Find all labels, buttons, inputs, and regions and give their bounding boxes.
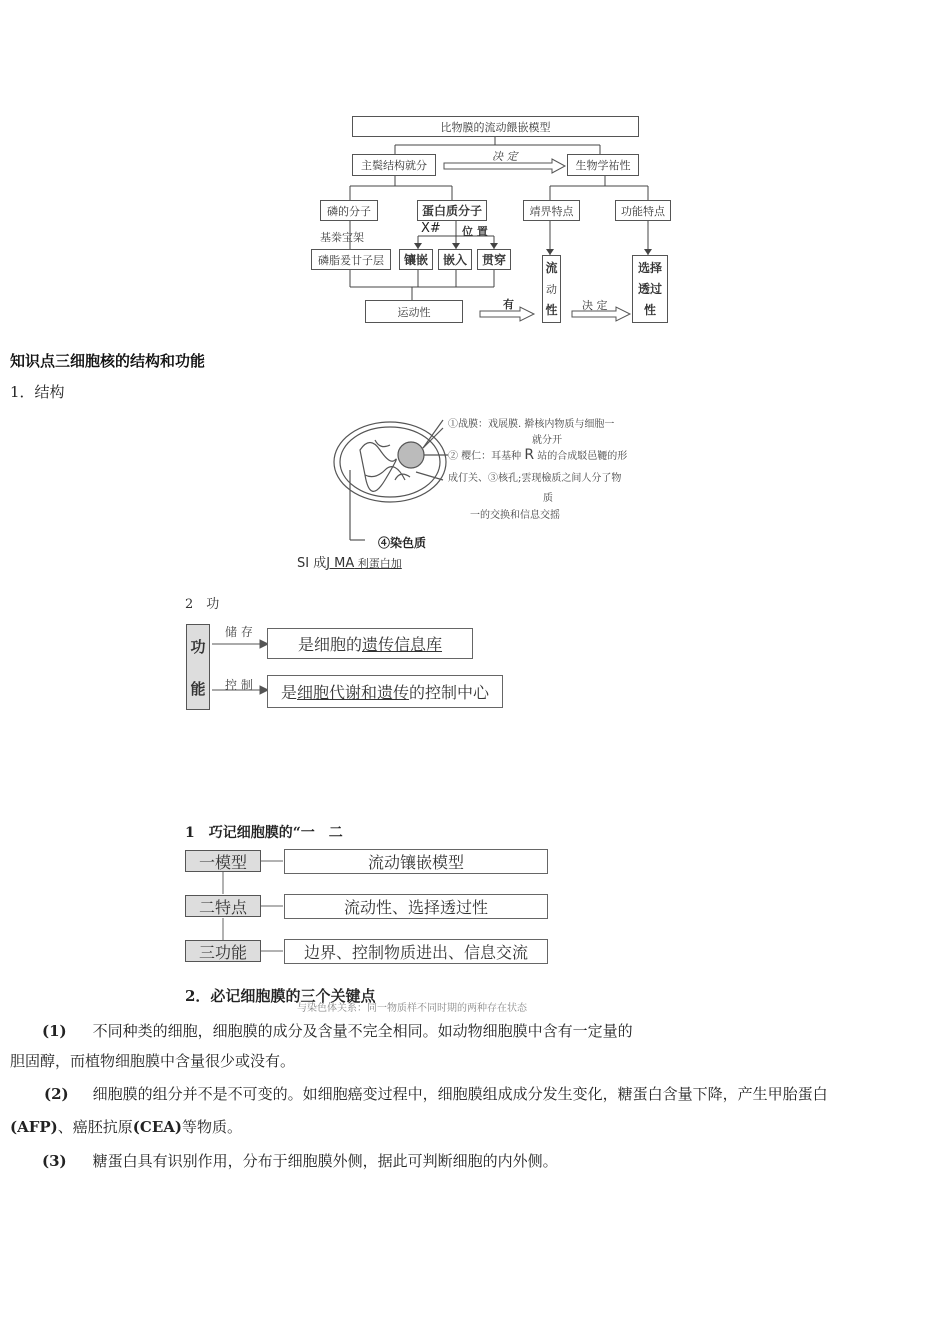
fluidity-char-1: 流 <box>545 260 558 275</box>
point-3 <box>42 1150 558 1172</box>
phospholipid-box <box>320 200 378 221</box>
memory-heading-1: 1 巧记细胞膜的“一 二 <box>185 825 343 841</box>
sub-structure: 1．结构 <box>10 383 65 401</box>
func-feature-label: 功能特点 <box>621 204 665 218</box>
item-tag-model: 一模型 <box>185 850 261 872</box>
phospholipid-label: 磷的分子 <box>327 204 371 218</box>
inlay-label: 镶嵌 <box>403 253 428 267</box>
selective-char-2: 透过 <box>637 281 662 296</box>
property-head: 生物学祐性 <box>575 159 631 172</box>
embed-label: 嵌入 <box>442 253 467 267</box>
fluidity-char-3: 性 <box>545 302 558 317</box>
function-side-box <box>186 624 210 710</box>
item-tag-features: 二特点 <box>185 895 261 917</box>
sub-function: 2 功 <box>185 597 220 612</box>
structure-head: 主鬓结构就分 <box>361 159 427 172</box>
protein-label: 蛋白质分子 <box>421 204 482 218</box>
func-feature-box <box>615 200 671 221</box>
faint-note: 与染色体关系：同一物质样不同时期的两种存在状态 <box>297 1003 527 1014</box>
nucleus-bottom-note: SI 成J MA 利蛋白加 <box>297 556 402 571</box>
decide-label-2: 决 定 <box>582 299 608 312</box>
fluidity-box <box>542 255 561 323</box>
through-label: 贯穿 <box>481 253 506 267</box>
section3-title: 知识点三细胞核的结构和功能 <box>10 352 206 370</box>
property-head-box <box>567 154 639 176</box>
nucleus-note-3: ② 樱仁：耳基种 R 站的合成駁邑韆的形 <box>448 447 628 463</box>
nucleus-drawing <box>320 400 460 550</box>
point-3-text-a: 糖蛋白具有识别作用，分布于细胞膜外侧，据此可判断细胞的内外侧。 <box>92 1152 558 1170</box>
position-label: 位 置 <box>462 225 488 238</box>
point-2-text-a: 细胞膜的组分并不是不可变的。如细胞癌变过程中，细胞膜组成成分发生变化，糖蛋白含量下降，产生甲胎蛋白 <box>92 1085 828 1103</box>
point-1 <box>42 1020 932 1042</box>
have-label: 有 <box>503 298 514 311</box>
fluidity-char-2: 动 <box>546 282 557 296</box>
selective-char-3: 性 <box>643 302 656 317</box>
control-text-underlined: 细胞代谢和遗传 <box>296 683 409 702</box>
struct-feature-label: 靖畀特点 <box>529 204 574 218</box>
through-box <box>477 249 511 270</box>
decide-label: 决 定 <box>492 150 518 163</box>
control-label: 控 制 <box>225 678 253 692</box>
diagram-title: 比物膜的流动餵嵌模型 <box>440 120 551 134</box>
nucleus-note-6: 一的交换和信息交摇 <box>470 510 560 521</box>
protein-box <box>417 200 487 221</box>
inlay-box <box>399 249 433 270</box>
membrane-diagram-lines <box>0 0 950 340</box>
bilayer-box <box>311 249 391 270</box>
item-text-features: 流动性、选择透过性 <box>284 894 548 919</box>
selective-char-1: 选择 <box>637 260 662 275</box>
point-3-number: (3) <box>42 1152 67 1170</box>
motility-box <box>365 300 463 323</box>
embed-box <box>438 249 472 270</box>
item-text-functions: 边界、控制物质进出、信息交流 <box>284 939 548 964</box>
selective-box <box>632 255 668 323</box>
nucleus-note-5: 质 <box>543 493 553 504</box>
diagram-title-box <box>352 116 639 137</box>
point-2 <box>44 1083 944 1105</box>
nucleus-note-1: ①战膜：戏展膜. 擀核内物质与细胞一 <box>448 419 615 430</box>
basic-frame-label: 基桊宝架 <box>320 231 364 244</box>
function-side-char-1: 功 <box>190 637 206 656</box>
nucleus-note-4: 成仃关、③核孔;雲现檢质之间人分了物 <box>448 473 622 484</box>
chromatin-label: ④染色质 <box>378 536 427 550</box>
point-1-text-a: 不同种类的细胞，细胞膜的成分及含量不完全相同。如动物细胞膜中含有一定量的 <box>92 1022 633 1040</box>
function-side-char-2: 能 <box>190 679 206 698</box>
item-tag-functions: 三功能 <box>185 940 261 962</box>
nucleus-note-2: 就分开 <box>532 435 562 446</box>
store-label: 储 存 <box>225 625 253 639</box>
point-2-number: (2) <box>44 1085 69 1103</box>
memory-heading-2: 2．必记细胞膜的三个关键点 <box>185 987 376 1005</box>
point-1-cont: 胆固醇，而植物细胞膜中含量很少或没有。 <box>10 1052 296 1070</box>
structure-head-box <box>352 154 436 176</box>
point-1-number: (1) <box>42 1022 67 1040</box>
x-mark: X# <box>421 221 441 236</box>
control-text-box: 是 细胞代谢和遗传 的控制中心 <box>267 675 503 708</box>
bilayer-label: 磷脂爰廿子层 <box>318 253 384 267</box>
motility-label: 运动性 <box>397 305 431 319</box>
store-text-underlined: 遗传信息库 <box>362 635 443 654</box>
struct-feature-box <box>523 200 580 221</box>
item-text-model: 流动镶嵌模型 <box>284 849 548 874</box>
store-text-box: 是细胞的 遗传信息库 <box>267 628 473 659</box>
point-2-cont: (AFP)、癌胚抗原(CEA)等物质。 <box>10 1118 243 1136</box>
